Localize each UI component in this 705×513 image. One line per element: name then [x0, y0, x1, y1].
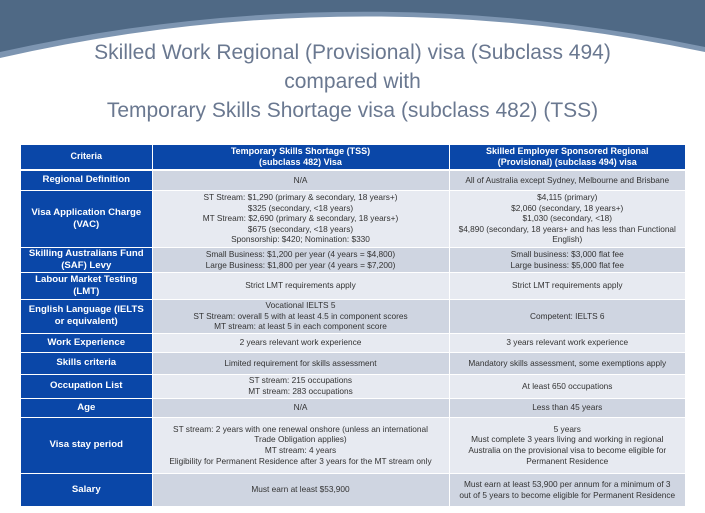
cell-tss-482	[152, 170, 449, 190]
cell-tss-482	[152, 299, 449, 333]
cell-line: Regional Definition	[42, 174, 130, 186]
cell-line: $1,030 (secondary, <18)	[522, 213, 613, 224]
cell-tss-482	[152, 374, 449, 398]
cell-line: Salary	[71, 483, 101, 495]
cell-subclass-494	[449, 272, 685, 299]
cell-line: Eligibility for Permanent Residence after 3 years for the MT stream only	[169, 455, 432, 466]
table-row	[21, 170, 685, 190]
header-criteria: Criteria	[21, 145, 152, 170]
cell-tss-482	[152, 473, 449, 506]
cell-line: Large business: $5,000 flat fee	[510, 259, 624, 270]
cell-line: Labour Market Testing	[35, 273, 138, 285]
cell-subclass-494	[449, 333, 685, 352]
cell-line: $4,890 (secondary, 18 years+ and has less than Functional	[458, 223, 676, 234]
title-line-2: compared with	[284, 70, 421, 93]
cell-line: Less than 45 years	[532, 402, 603, 413]
cell-line: Permanent Residence	[526, 455, 609, 466]
table-row	[21, 374, 685, 398]
row-criteria-label	[21, 352, 152, 374]
cell-line: ST Stream: overall 5 with at least 4.5 in component scores	[193, 310, 408, 321]
row-criteria-label	[21, 247, 152, 272]
row-criteria-label	[21, 170, 152, 190]
table-row	[21, 299, 685, 333]
cell-line: (SAF) Levy	[61, 259, 112, 271]
cell-line: $2,060 (secondary, 18 years+)	[511, 202, 624, 213]
slide-title	[0, 38, 705, 125]
title-line-1: Skilled Work Regional (Provisional) visa (Subclass 494)	[94, 41, 611, 64]
cell-tss-482	[152, 333, 449, 352]
cell-line: (VAC)	[73, 218, 100, 230]
cell-line: Sponsorship: $420; Nomination: $330	[231, 234, 370, 245]
cell-subclass-494	[449, 352, 685, 374]
row-criteria-label	[21, 473, 152, 506]
header-tss: Temporary Skills Shortage (TSS) (subclass 482) Visa	[152, 145, 449, 170]
table-row	[21, 473, 685, 506]
cell-subclass-494	[449, 299, 685, 333]
cell-subclass-494	[449, 374, 685, 398]
cell-tss-482	[152, 352, 449, 374]
cell-line: MT stream: 283 occupations	[248, 386, 353, 396]
row-criteria-label	[21, 374, 152, 398]
cell-line: Competent: IELTS 6	[529, 310, 605, 321]
table-row	[21, 398, 685, 417]
cell-line: 5 years	[553, 423, 581, 434]
visa-comparison-table	[21, 145, 685, 507]
cell-line: $675 (secondary, <18 years)	[247, 223, 354, 234]
cell-subclass-494	[449, 170, 685, 190]
cell-tss-482	[152, 417, 449, 473]
cell-line: MT Stream: $2,690 (primary & secondary, 18 years+)	[202, 213, 399, 224]
table-row	[21, 333, 685, 352]
cell-line: ST stream: 215 occupations	[248, 375, 353, 386]
row-criteria-label	[21, 417, 152, 473]
cell-line: Small Business: $1,200 per year (4 years = $4,800)	[205, 248, 396, 259]
cell-line: Skills criteria	[56, 357, 117, 368]
cell-line: ST stream: 2 years with one renewal onshore (unless an international	[173, 423, 428, 434]
cell-line: MT stream: at least 5 in each component score	[214, 321, 387, 332]
cell-line: Work Experience	[47, 336, 126, 348]
row-criteria-label	[21, 272, 152, 299]
cell-line: English Language (IELTS	[28, 304, 144, 315]
row-criteria-label	[21, 398, 152, 417]
cell-tss-482	[152, 247, 449, 272]
table-row	[21, 352, 685, 374]
cell-line: Visa stay period	[49, 439, 123, 450]
cell-line: Trade Obligation applies)	[254, 434, 347, 445]
row-criteria-label	[21, 299, 152, 333]
cell-line: $4,115 (primary)	[537, 192, 598, 203]
title-line-3: Temporary Skills Shortage visa (subclass 482) (TSS)	[106, 99, 599, 122]
cell-line: Strict LMT requirements apply	[245, 280, 356, 291]
cell-line: 3 years relevant work experience	[506, 337, 629, 348]
cell-line: Australia on the provisional visa to become eligible for	[468, 445, 667, 455]
cell-line: Mandatory skills assessment, some exemptions apply	[468, 357, 667, 368]
table-row	[21, 247, 685, 272]
cell-line: or equivalent)	[54, 316, 118, 327]
cell-line: Strict LMT requirements apply	[511, 280, 623, 291]
cell-line: $325 (secondary, <18 years)	[247, 202, 354, 213]
cell-line: Visa Application Charge	[31, 206, 142, 218]
cell-line: Age	[77, 401, 96, 413]
cell-line: English)	[552, 234, 583, 245]
cell-line: At least 650 occupations	[522, 380, 613, 391]
table-header-row	[21, 145, 685, 170]
cell-line: 2 years relevant work experience	[239, 337, 362, 348]
table-row	[21, 417, 685, 473]
cell-line: Skilling Australians Fund	[28, 247, 144, 259]
header-494: Skilled Employer Sponsored Regional (Provisional) (subclass 494) visa	[449, 145, 685, 170]
cell-line: MT stream: 4 years	[264, 445, 337, 455]
cell-line: Must earn at least 53,900 per annum for a minimum of 3	[463, 478, 671, 489]
cell-line: Large Business: $1,800 per year (4 years = $7,200)	[205, 259, 396, 270]
cell-tss-482	[152, 398, 449, 417]
cell-line: N/A	[293, 402, 308, 413]
table-row	[21, 272, 685, 299]
row-criteria-label	[21, 190, 152, 247]
cell-line: ST Stream: $1,290 (primary & secondary, 18 years+)	[203, 192, 398, 203]
row-criteria-label	[21, 333, 152, 352]
cell-line: (LMT)	[73, 285, 100, 297]
cell-tss-482	[152, 272, 449, 299]
cell-line: Small business: $3,000 flat fee	[510, 248, 624, 259]
cell-subclass-494	[449, 417, 685, 473]
cell-subclass-494	[449, 247, 685, 272]
cell-tss-482	[152, 190, 449, 247]
cell-line: Occupation List	[50, 380, 123, 391]
cell-line: Limited requirement for skills assessment	[224, 357, 377, 368]
cell-subclass-494	[449, 473, 685, 506]
cell-line: Vocational IELTS 5	[265, 300, 336, 311]
cell-subclass-494	[449, 398, 685, 417]
cell-line: All of Australia except Sydney, Melbourne and Brisbane	[465, 174, 670, 185]
cell-line: out of 5 years to become eligible for Permanent Residence	[459, 489, 676, 500]
table-row	[21, 190, 685, 247]
cell-line: Must earn at least $53,900	[251, 484, 350, 495]
cell-subclass-494	[449, 190, 685, 247]
cell-line: N/A	[293, 174, 308, 185]
cell-line: Must complete 3 years living and working in regional	[471, 434, 664, 445]
